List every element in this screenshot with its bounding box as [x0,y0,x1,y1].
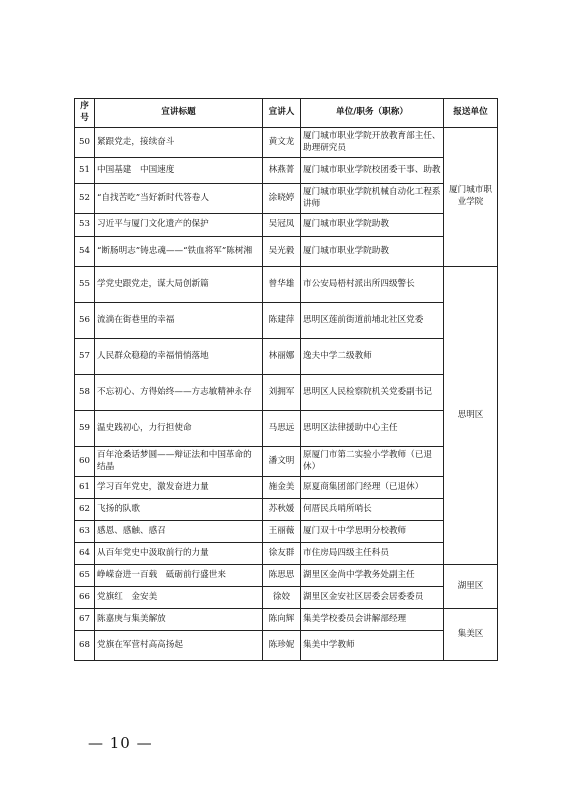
row-speaker: 徐姣 [263,587,301,609]
row-unit: 市公安局梧村派出所四级警长 [301,267,444,303]
row-unit: 湖里区金安社区居委会居委委员 [301,587,444,609]
row-number: 54 [75,237,95,267]
row-number: 64 [75,543,95,565]
row-unit: 集美学校委员会讲解部经理 [301,609,444,631]
row-unit: 厦门双十中学思明分校教师 [301,521,444,543]
row-department: 厦门城市职业学院 [444,128,498,267]
row-unit: 厦门城市职业学院机械自动化工程系讲师 [301,184,444,214]
row-unit: 市住房局四级主任科员 [301,543,444,565]
row-number: 68 [75,631,95,661]
row-unit: 厦门城市职业学院助教 [301,237,444,267]
table-row [75,609,498,631]
table-row [75,587,498,609]
table-row [75,214,498,237]
table-row [75,128,498,158]
row-speaker: 黄文龙 [263,128,301,158]
row-number: 51 [75,158,95,184]
row-number: 53 [75,214,95,237]
row-speaker: 潘文明 [263,447,301,477]
row-number: 67 [75,609,95,631]
row-title: 流淌在街巷里的幸福 [95,303,263,339]
row-number: 50 [75,128,95,158]
table-row [75,184,498,214]
table-body [75,128,498,661]
row-number: 66 [75,587,95,609]
row-speaker: 林燕菁 [263,158,301,184]
row-speaker: 苏秋媛 [263,499,301,521]
row-title: 从百年党史中汲取前行的力量 [95,543,263,565]
row-speaker: 陈珍妮 [263,631,301,661]
row-title: 不忘初心、方得始终——方志敏精神永存 [95,375,263,411]
row-unit: 集美中学教师 [301,631,444,661]
row-title: 党旗红 金安美 [95,587,263,609]
row-speaker: 陈向辉 [263,609,301,631]
row-number: 58 [75,375,95,411]
row-unit: 逸夫中学二级教师 [301,339,444,375]
row-number: 60 [75,447,95,477]
row-speaker: 马思远 [263,411,301,447]
table-row [75,158,498,184]
header-number: 序号 [75,99,95,128]
row-title: 陈嘉庚与集美解放 [95,609,263,631]
table-row [75,267,498,303]
row-speaker: 施金美 [263,477,301,499]
row-title: 峥嵘奋进一百载 砥砺前行盛世来 [95,565,263,587]
table-row [75,477,498,499]
row-unit: 厦门城市职业学院校团委干事、助教 [301,158,444,184]
table-row [75,375,498,411]
row-unit: 原夏商集团部门经理（已退休） [301,477,444,499]
row-title: “断肠明志”铸忠魂——“铁血将军”陈树湘 [95,237,263,267]
row-unit: 厦门城市职业学院开放教育部主任、助理研究员 [301,128,444,158]
row-speaker: 徐友群 [263,543,301,565]
row-unit: 思明区法律援助中心主任 [301,411,444,447]
row-title: 学习百年党史，激发奋进力量 [95,477,263,499]
table-row [75,521,498,543]
row-title: 党旗在军营村高高扬起 [95,631,263,661]
row-number: 55 [75,267,95,303]
table-header-row [75,99,498,128]
row-department: 思明区 [444,267,498,565]
row-title: 中国基建 中国速度 [95,158,263,184]
row-number: 56 [75,303,95,339]
row-unit: 思明区莲前街道前埔北社区党委 [301,303,444,339]
row-speaker: 陈思思 [263,565,301,587]
row-speaker: 曾华雄 [263,267,301,303]
row-title: 温史践初心，力行担使命 [95,411,263,447]
row-number: 62 [75,499,95,521]
row-speaker: 林丽娜 [263,339,301,375]
header-title: 宣讲标题 [95,99,263,128]
row-unit: 原厦门市第二实验小学教师（已退休） [301,447,444,477]
header-unit: 单位/职务（职称） [301,99,444,128]
row-title: 紧跟党走，接续奋斗 [95,128,263,158]
row-department: 湖里区 [444,565,498,609]
row-unit: 何厝民兵哨所哨长 [301,499,444,521]
row-number: 65 [75,565,95,587]
page-number: — 10 — [88,734,153,752]
row-title: 人民群众稳稳的幸福悄悄落地 [95,339,263,375]
row-department: 集美区 [444,609,498,661]
speaker-table [74,98,498,661]
table-row [75,565,498,587]
row-speaker: 陈建萍 [263,303,301,339]
row-title: 感恩、感触、感召 [95,521,263,543]
table-row [75,499,498,521]
row-speaker: 吴冠凤 [263,214,301,237]
row-speaker: 王丽薇 [263,521,301,543]
table-row [75,411,498,447]
row-speaker: 涂晓婷 [263,184,301,214]
row-unit: 思明区人民检察院机关党委副书记 [301,375,444,411]
row-title: 习近平与厦门文化遗产的保护 [95,214,263,237]
table-row [75,303,498,339]
row-number: 63 [75,521,95,543]
header-speaker: 宣讲人 [263,99,301,128]
row-number: 57 [75,339,95,375]
row-unit: 厦门城市职业学院助教 [301,214,444,237]
row-title: 百年沧桑话梦圆——辩证法和中国革命的结晶 [95,447,263,477]
table-row [75,543,498,565]
table-row [75,339,498,375]
row-title: “自找苦吃”当好新时代答卷人 [95,184,263,214]
row-title: 飞扬的队歌 [95,499,263,521]
table-row [75,447,498,477]
row-number: 59 [75,411,95,447]
row-speaker: 吴光毅 [263,237,301,267]
table-row [75,237,498,267]
row-speaker: 刘拥军 [263,375,301,411]
row-title: 学党史跟党走，谋大局创新篇 [95,267,263,303]
row-number: 52 [75,184,95,214]
header-department: 报送单位 [444,99,498,128]
table-row [75,631,498,661]
row-number: 61 [75,477,95,499]
row-unit: 湖里区金尚中学教务处副主任 [301,565,444,587]
